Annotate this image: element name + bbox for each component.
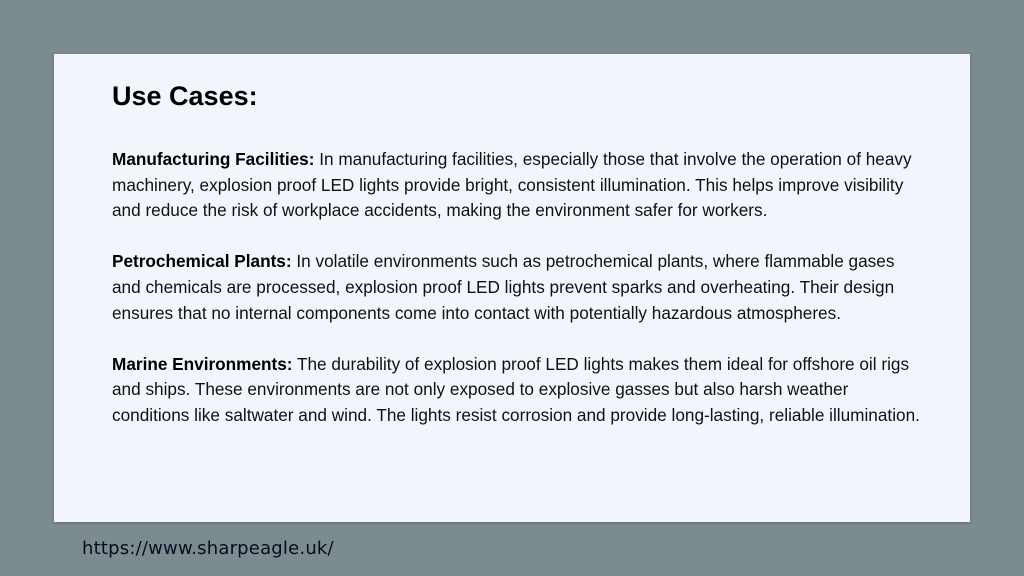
content-card	[54, 54, 970, 522]
footer-url-link[interactable]: https://www.sharpeagle.uk/	[82, 538, 334, 559]
section-text-manufacturing: In manufacturing facilities, especially those that involve the operation of heavy machinery, explosion proof LED lights provide bright, consistent illumination. This helps improve visibility and reduce the risk of workplace accidents, making the environment safer for workers.	[112, 149, 912, 221]
section-petrochemical	[112, 249, 922, 326]
slide-title: Use Cases:	[112, 81, 258, 111]
section-heading-marine: Marine Environments:	[112, 353, 293, 374]
section-manufacturing	[112, 147, 922, 224]
section-heading-manufacturing: Manufacturing Facilities:	[112, 149, 315, 169]
section-text-petrochemical: In volatile environments such as petrochemical plants, where flammable gases and chemicals are processed, explosion proof LED lights prevent sparks and overheating. Their design ensures that no internal components come into contact with potentially hazardous atmospheres.	[112, 251, 895, 323]
section-heading-petrochemical: Petrochemical Plants:	[112, 251, 292, 272]
section-marine	[112, 352, 922, 429]
section-text-marine: The durability of explosion proof LED lights makes them ideal for offshore oil rigs and ships. These environments are not only exposed to explosive gasses but also harsh weather conditions like saltwater and wind. The lights resist corrosion and provide long-lasting, reliable illumination.	[112, 353, 920, 425]
card-content	[112, 78, 922, 454]
